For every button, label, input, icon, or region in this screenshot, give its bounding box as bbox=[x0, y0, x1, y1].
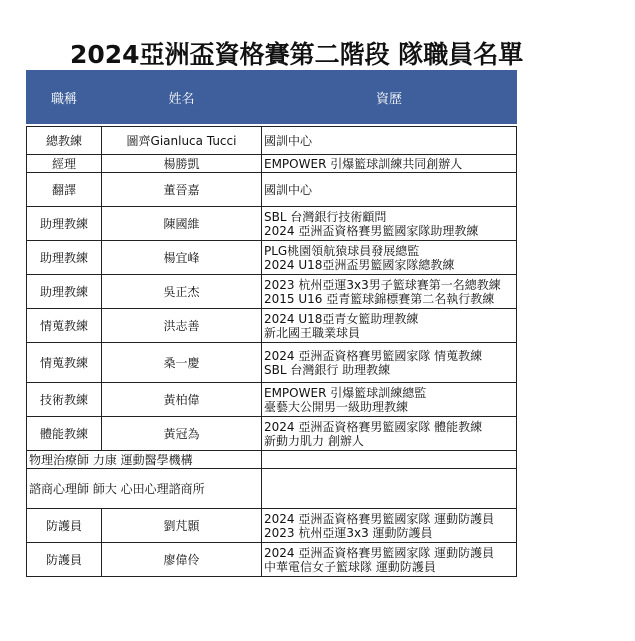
bio-line: 國訓中心 bbox=[264, 182, 313, 197]
bio-line: 2024 亞洲盃資格賽男籃國家隊 運動防護員 bbox=[264, 545, 495, 560]
table-row-wide bbox=[27, 451, 517, 469]
table-row bbox=[27, 343, 517, 383]
header-name: 姓名 bbox=[102, 71, 262, 124]
cell-name: 吳正杰 bbox=[102, 275, 262, 309]
cell-role: 防護員 bbox=[27, 543, 102, 577]
cell-name: 黃冠為 bbox=[102, 417, 262, 451]
bio-line: 新北國王職業球員 bbox=[264, 325, 361, 340]
staff-roster-table bbox=[26, 70, 517, 577]
bio-line: 2024 亞洲盃資格賽男籃國家隊助理教練 bbox=[264, 223, 479, 238]
cell-bio bbox=[262, 309, 517, 343]
cell-name: 廖偉伶 bbox=[102, 543, 262, 577]
bio-line: 2024 亞洲盃資格賽男籃國家隊 運動防護員 bbox=[264, 511, 495, 526]
cell-name: 圖齊Gianluca Tucci bbox=[102, 127, 262, 155]
cell-role-org: 諮商心理師 師大 心田心理諮商所 bbox=[27, 469, 262, 509]
header-bio: 資歷 bbox=[262, 71, 517, 124]
cell-bio bbox=[262, 127, 517, 155]
bio-line: 2024 亞洲盃資格賽男籃國家隊 體能教練 bbox=[264, 419, 483, 434]
table-row bbox=[27, 155, 517, 173]
cell-role: 技術教練 bbox=[27, 383, 102, 417]
cell-role: 體能教練 bbox=[27, 417, 102, 451]
table-row bbox=[27, 173, 517, 207]
bio-line: 2024 亞洲盃資格賽男籃國家隊 情蒐教練 bbox=[264, 348, 483, 363]
cell-name: 楊宜峰 bbox=[102, 241, 262, 275]
cell-bio bbox=[262, 509, 517, 543]
table-row-wide bbox=[27, 469, 517, 509]
cell-name: 劉芃顥 bbox=[102, 509, 262, 543]
cell-role: 助理教練 bbox=[27, 207, 102, 241]
cell-bio bbox=[262, 451, 517, 469]
cell-name: 桑一慶 bbox=[102, 343, 262, 383]
table-body bbox=[27, 124, 517, 577]
cell-role: 助理教練 bbox=[27, 241, 102, 275]
bio-line: 國訓中心 bbox=[264, 133, 313, 148]
bio-line: 臺藝大公開男一級助理教練 bbox=[264, 399, 409, 414]
cell-bio bbox=[262, 469, 517, 509]
cell-name: 黃柏偉 bbox=[102, 383, 262, 417]
table-row bbox=[27, 383, 517, 417]
cell-name: 陳國維 bbox=[102, 207, 262, 241]
cell-bio bbox=[262, 343, 517, 383]
cell-role: 情蒐教練 bbox=[27, 343, 102, 383]
table-row bbox=[27, 309, 517, 343]
cell-name: 楊勝凱 bbox=[102, 155, 262, 173]
cell-role: 情蒐教練 bbox=[27, 309, 102, 343]
cell-bio bbox=[262, 173, 517, 207]
cell-bio bbox=[262, 275, 517, 309]
bio-line: EMPOWER 引爆籃球訓練總監 bbox=[264, 385, 427, 400]
table-row bbox=[27, 241, 517, 275]
bio-line: EMPOWER 引爆籃球訓練共同創辦人 bbox=[264, 156, 463, 171]
cell-bio bbox=[262, 543, 517, 577]
bio-line: PLG桃園領航猿球員發展總監 bbox=[264, 243, 420, 258]
bio-line: 2015 U16 亞青籃球錦標賽第二名執行教練 bbox=[264, 291, 495, 306]
table-row bbox=[27, 543, 517, 577]
header-role: 職稱 bbox=[27, 71, 102, 124]
page-title: 2024亞洲盃資格賽第二階段 隊職員名單 bbox=[70, 40, 524, 69]
table-row bbox=[27, 509, 517, 543]
table-row bbox=[27, 275, 517, 309]
cell-role: 翻譯 bbox=[27, 173, 102, 207]
bio-line: 2024 U18亞洲盃男籃國家隊總教練 bbox=[264, 257, 455, 272]
cell-bio bbox=[262, 207, 517, 241]
cell-role-org: 物理治療師 力康 運動醫學機構 bbox=[27, 451, 262, 469]
cell-role: 經理 bbox=[27, 155, 102, 173]
bio-line: 2024 U18亞青女籃助理教練 bbox=[264, 311, 419, 326]
table-row bbox=[27, 127, 517, 155]
cell-role: 助理教練 bbox=[27, 275, 102, 309]
table-row bbox=[27, 417, 517, 451]
cell-name: 董晉嘉 bbox=[102, 173, 262, 207]
bio-line: SBL 台灣銀行 助理教練 bbox=[264, 362, 391, 377]
bio-line: 新動力肌力 創辦人 bbox=[264, 433, 364, 448]
bio-line: 2023 杭州亞運3x3男子籃球賽第一名總教練 bbox=[264, 277, 501, 292]
cell-bio bbox=[262, 241, 517, 275]
cell-role: 總教練 bbox=[27, 127, 102, 155]
table-row bbox=[27, 207, 517, 241]
cell-bio bbox=[262, 383, 517, 417]
cell-bio bbox=[262, 417, 517, 451]
cell-name: 洪志善 bbox=[102, 309, 262, 343]
bio-line: 2023 杭州亞運3x3 運動防護員 bbox=[264, 525, 433, 540]
bio-line: 中華電信女子籃球隊 運動防護員 bbox=[264, 559, 436, 574]
bio-line: SBL 台灣銀行技術顧問 bbox=[264, 209, 387, 224]
table-header-row bbox=[27, 71, 517, 124]
cell-bio bbox=[262, 155, 517, 173]
cell-role: 防護員 bbox=[27, 509, 102, 543]
